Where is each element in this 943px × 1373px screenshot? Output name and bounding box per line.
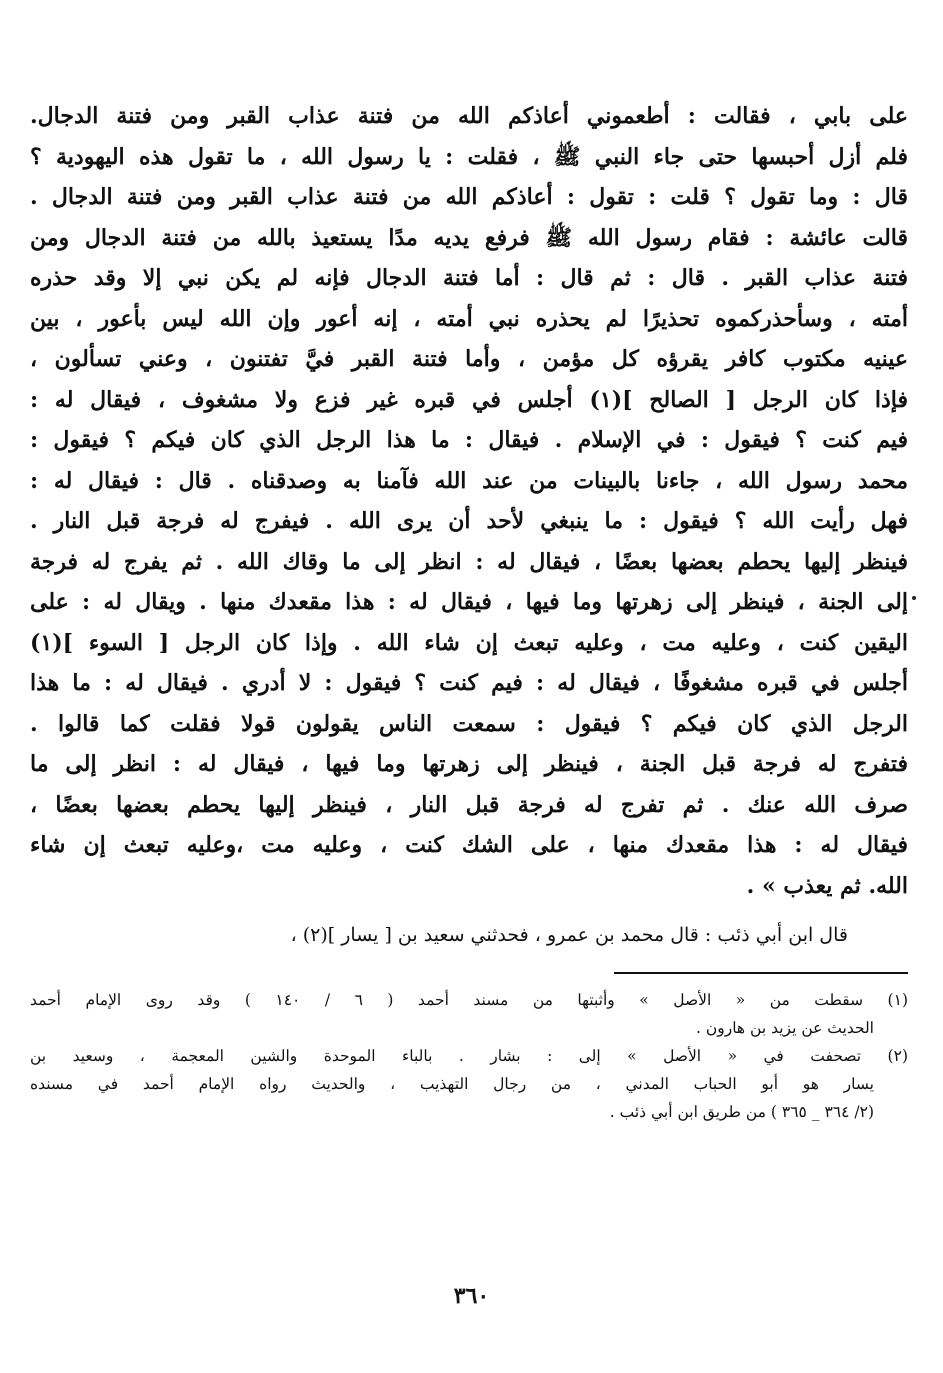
text-line: قالت عائشة : فقام رسول الله ﷺ فرفع يديه مدًا يستعيذ بالله من فتنة الدجال ومن	[30, 224, 908, 251]
text-line: قال : وما تقول ؟ قلت : تقول : أعاذكم الله من فتنة عذاب القبر ومن فتنة الدجال .	[30, 184, 908, 210]
page-number: ٣٦٠	[453, 1283, 490, 1309]
footnotes	[30, 986, 908, 1126]
footnote-separator	[614, 972, 908, 974]
page-content	[30, 96, 908, 1126]
footnote-2-line: (٢/ ٣٦٤ _ ٣٦٥ ) من طريق ابن أبي ذئب .	[609, 1103, 874, 1121]
footnote-1-line: الحديث عن يزيد بن هارون .	[696, 1019, 874, 1037]
text-line: فتفرج له فرجة قبل الجنة ، فينظر إلى زهرتها وما فيها ، فيقال له : انظر إلى ما	[30, 751, 908, 777]
text-line: فينظر إليها يحطم بعضها بعضًا ، فيقال له : انظر إلى ما وقاك الله . ثم يفرج له فرجة	[30, 548, 908, 575]
text-line: فإذا كان الرجل [ الصالح ](١) أجلس في قبره غير فزع ولا مشغوف ، فيقال له :	[30, 386, 908, 413]
text-line: الرجل الذي كان فيكم ؟ فيقول : سمعت الناس يقولون قولا فقلت كما قالوا .	[30, 710, 908, 737]
footnote-1-line: (١) سقطت من « الأصل » وأثبتها من مسند أحمد ( ٦ / ١٤٠ ) وقد روى الإمام أحمد	[30, 991, 908, 1009]
text-line: اليقين كنت ، وعليه مت ، وعليه تبعث إن شاء الله . وإذا كان الرجل [ السوء ](١)	[30, 629, 908, 656]
narration-line: قال ابن أبي ذئب : قال محمد بن عمرو ، فحدثني سعيد بن [ يسار ](٢) ،	[290, 924, 848, 946]
text-line: على بابي ، فقالت : أطعموني أعاذكم الله من فتنة عذاب القبر ومن فتنة الدجال.	[30, 103, 908, 129]
text-line: الله. ثم يعذب » .	[746, 872, 908, 899]
text-line: فلم أزل أحبسها حتى جاء النبي ﷺ ، فقلت : يا رسول الله ، ما تقول هذه اليهودية ؟	[30, 143, 908, 170]
scan-speck	[912, 596, 916, 600]
text-line: صرف الله عنك . ثم تفرج له فرجة قبل النار ، فينظر إليها يحطم بعضها بعضًا ،	[30, 791, 908, 818]
footnote-2-line: يسار هو أبو الحباب المدني ، من رجال التهذيب ، والحديث رواه الإمام أحمد في مسنده	[30, 1075, 875, 1093]
text-line: فيم كنت ؟ فيقول : في الإسلام . فيقال : ما هذا الرجل الذي كان فيكم ؟ فيقول :	[30, 427, 908, 453]
text-line: فيقال له : هذا مقعدك منها ، على الشك كنت ، وعليه مت ،وعليه تبعث إن شاء	[30, 832, 908, 858]
text-line: فهل رأيت الله ؟ فيقول : ما ينبغي لأحد أن يرى الله . فيفرج له فرجة قبل النار .	[30, 508, 908, 534]
footnote-2-line: (٢) تصحفت في « الأصل » إلى : بشار . بالباء الموحدة والشين المعجمة ، وسعيد بن	[30, 1047, 908, 1065]
text-line: فتنة عذاب القبر . قال : ثم قال : أما فتنة الدجال فإنه لم يكن نبي إلا وقد حذره	[30, 265, 908, 291]
text-line: محمد رسول الله ، جاءنا بالبينات من عند الله فآمنا به وصدقناه . قال : فيقال له :	[30, 467, 908, 494]
text-line: إلى الجنة ، فينظر إلى زهرتها وما فيها ، فيقال له : هذا مقعدك منها . ويقال له : على	[30, 589, 908, 615]
text-line: أجلس في قبره مشغوفًا ، فيقال له : فيم كنت ؟ فيقول : لا أدري . فيقال له : ما هذا	[30, 670, 908, 696]
text-line: أمته ، وسأحذركموه تحذيرًا لم يحذره نبي أمته ، إنه أعور وإن الله ليس بأعور ، بين	[30, 305, 908, 332]
main-text	[30, 96, 908, 906]
text-line: عينيه مكتوب كافر يقرؤه كل مؤمن ، وأما فتنة القبر فيَّ تفتنون ، وعني تسألون ،	[30, 346, 908, 372]
